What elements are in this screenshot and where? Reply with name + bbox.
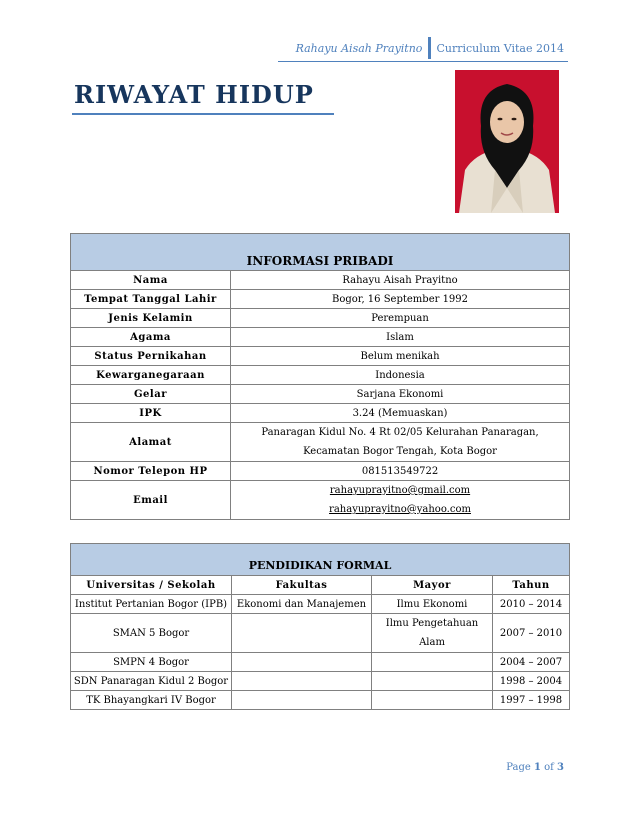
school-cell: SMPN 4 Bogor (71, 653, 232, 672)
table-row (71, 595, 570, 614)
major-cell: Ilmu Ekonomi (372, 595, 493, 614)
field-value: Perempuan (231, 309, 570, 328)
personal-info-table (70, 233, 570, 520)
field-value: Bogor, 16 September 1992 (231, 290, 570, 309)
email-row (71, 481, 570, 520)
field-value: 3.24 (Memuaskan) (231, 404, 570, 423)
school-cell: SMAN 5 Bogor (71, 614, 232, 653)
page-header (296, 38, 564, 58)
school-cell: Institut Pertanian Bogor (IPB) (71, 595, 232, 614)
table-row (71, 309, 570, 328)
email-link-yahoo[interactable]: rahayuprayitno@yahoo.com (329, 504, 471, 515)
major-cell (372, 691, 493, 710)
major-cell (372, 614, 493, 653)
address-line-2: Kecamatan Bogor Tengah, Kota Bogor (303, 446, 497, 457)
field-value: Rahayu Aisah Prayitno (231, 271, 570, 290)
header-author-name: Rahayu Aisah Prayitno (295, 41, 423, 55)
year-cell: 2007 – 2010 (493, 614, 570, 653)
table-row (71, 404, 570, 423)
table-row (71, 653, 570, 672)
column-header-faculty: Fakultas (232, 576, 372, 595)
education-column-headers (71, 576, 570, 595)
profile-photo (455, 70, 559, 213)
header-divider (428, 37, 431, 59)
field-label: Gelar (71, 385, 231, 404)
address-label: Alamat (71, 423, 231, 462)
faculty-cell (232, 672, 372, 691)
table-row (71, 672, 570, 691)
of-word: of (544, 762, 554, 773)
faculty-cell: Ekonomi dan Manajemen (232, 595, 372, 614)
table-row (71, 290, 570, 309)
faculty-cell (232, 691, 372, 710)
address-row (71, 423, 570, 462)
field-value: Islam (231, 328, 570, 347)
major-line-1: Ilmu Pengetahuan (385, 618, 479, 629)
field-value: Sarjana Ekonomi (231, 385, 570, 404)
phone-row (71, 462, 570, 481)
table-row (71, 328, 570, 347)
table-row (71, 691, 570, 710)
table-row (71, 385, 570, 404)
title-underline (72, 113, 334, 115)
header-document-title: Curriculum Vitae 2014 (436, 41, 564, 55)
field-label: Jenis Kelamin (71, 309, 231, 328)
column-header-school: Universitas / Sekolah (71, 576, 232, 595)
field-label: Tempat Tanggal Lahir (71, 290, 231, 309)
address-line-1: Panaragan Kidul No. 4 Rt 02/05 Kelurahan Panaragan, (261, 427, 539, 438)
year-cell: 2004 – 2007 (493, 653, 570, 672)
page-word: Page (506, 762, 531, 773)
header-rule (278, 61, 568, 62)
education-table (70, 543, 570, 710)
year-cell: 1997 – 1998 (493, 691, 570, 710)
year-cell: 2010 – 2014 (493, 595, 570, 614)
field-label: Status Pernikahan (71, 347, 231, 366)
table-row (71, 271, 570, 290)
column-header-major: Mayor (372, 576, 493, 595)
year-cell: 1998 – 2004 (493, 672, 570, 691)
email-label: Email (71, 481, 231, 520)
page-title: RIWAYAT HIDUP (74, 80, 314, 109)
page-number: 1 (533, 762, 541, 773)
field-label: Kewarganegaraan (71, 366, 231, 385)
major-cell (372, 672, 493, 691)
table-row (71, 614, 570, 653)
field-label: IPK (71, 404, 231, 423)
field-value: Indonesia (231, 366, 570, 385)
major-line-2: Alam (419, 637, 445, 648)
field-label: Agama (71, 328, 231, 347)
portrait-illustration (455, 70, 559, 213)
school-cell: TK Bhayangkari IV Bogor (71, 691, 232, 710)
table-row (71, 347, 570, 366)
email-link-gmail[interactable]: rahayuprayitno@gmail.com (329, 485, 471, 496)
address-value (231, 423, 570, 462)
major-cell (372, 653, 493, 672)
personal-info-heading: INFORMASI PRIBADI (71, 234, 570, 271)
field-label: Nama (71, 271, 231, 290)
school-cell: SDN Panaragan Kidul 2 Bogor (71, 672, 232, 691)
phone-value: 081513549722 (231, 462, 570, 481)
field-value: Belum menikah (231, 347, 570, 366)
table-row (71, 366, 570, 385)
page-footer (506, 762, 564, 773)
education-heading: PENDIDIKAN FORMAL (71, 544, 570, 576)
phone-label: Nomor Telepon HP (71, 462, 231, 481)
faculty-cell (232, 614, 372, 653)
column-header-year: Tahun (493, 576, 570, 595)
page-total: 3 (557, 762, 564, 773)
email-value (231, 481, 570, 520)
faculty-cell (232, 653, 372, 672)
